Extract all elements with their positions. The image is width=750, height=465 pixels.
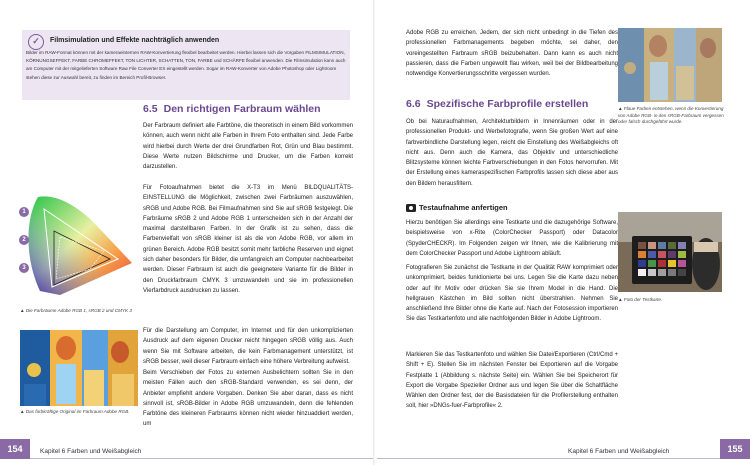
section-title: Den richtigen Farbraum wählen [163, 103, 321, 115]
checkmark-icon: ✓ [28, 34, 44, 50]
section-title: Spezifische Farbprofile erstellen [426, 98, 589, 110]
section-heading-6-6 [406, 98, 588, 110]
photo-graphic [618, 212, 722, 292]
paragraph: Für die Darstellung am Computer, im Internet und für den unkomplizierten Ausdruck auf dem eigenen Drucker reicht hingegen sRGB völlig aus. Auch wenn Sie mit Software arbeiten, die kein Farbmanagement unterstützt, ist sRGB besser, weil dieser Farbraum einfach eine höhere Verbreitung aufweist. [143, 328, 353, 365]
paragraph: Beim Verschieben der Fotos zu externen Ausbelichtern sollten Sie in den meisten Fällen auch den sRGB-Standard verwenden, es sei denn, der Anbieter empfiehlt andere Vorgaben. Denken Sie aber daran, dass es nicht sinnvoll ist, sRGB-Bilder in Adobe RGB umzuwandeln, denn die fehlenden Farbtöne des kleineren Farbraums können nicht wieder hinzuaddiert werden, um [143, 370, 353, 428]
footer-rule [30, 458, 373, 459]
figure-caption: ▲ Flaue Farben entstehen, wenn die Konvertierung von Adobe RGB- in den sRGB-Farbraum vergessen oder falsch durchgeführt wurde. [618, 106, 724, 124]
section-number: 6.6 [406, 98, 421, 110]
section-number: 6.5 [143, 103, 158, 115]
paragraph: Für Fotoaufnahmen bietet die X-T3 im Menü BILDQUALITÄTS-EINSTELLUNG die Möglichkeit, zwischen zwei Farbräumen auszuwählen, sRGB und Adobe RGB. Bei Filmaufnahmen sind Sie auf sRGB festgelegt. Die Farbräume sRGB 2 und Adobe RGB 1 unterscheiden sich in der Anzahl der maximal darstellbaren Farben. In der Grafik ist zu sehen, dass die Farbenvielfalt von sRGB kleiner ist als die von Adobe RGB, vor allem im grünen Bereich. Adobe RGB besitzt somit mehr farbliche Reserven und eignet sich daher besonders für Bilder, die umfangreich am Computer nachbearbeitet werden. Dieser Farbraum ist auch die geeignetere Variante für die Bilder in den Druckfarbraum CMYK 3 umzuwandeln und sie im professionellen Vierfarbdruck ausdrucken zu lassen. [143, 185, 353, 294]
ornate-building-photo-faded [618, 28, 722, 102]
color-gamut-diagram [20, 187, 138, 301]
subheading: Testaufnahme anfertigen [406, 203, 508, 212]
figure-caption: ▲ Foto der Testkarte. [618, 297, 663, 302]
running-footer: Kapitel 6 Farben und Weißabgleich [568, 448, 670, 455]
paragraph: Hierzu benötigen Sie allerdings eine Testkarte und die dazugehörige Software, beispielsweise von x-Rite (ColorChecker Passport) oder Datacolor (SpyderCHECKR). Im Folgenden zeigen wir Ihnen, wie die Kalibrierung mit dem ColorChecker Passport und Adobe Lightroom abläuft. [406, 220, 618, 257]
paragraph: Der Farbraum definiert alle Farbtöne, die theoretisch in einem Bild vorkommen können, auch wenn nicht alle Farben in Ihrem Foto enthalten sind. Jede Farbe wird hierbei durch Werte der drei Grundfarben Rot, Grün und Blau bestimmt. Diese Werte nutzen Bildschirme und Drucker, um die Farben korrekt darzustellen. [143, 123, 353, 171]
photo-graphic [618, 28, 722, 102]
caption-triangle-icon: ▲ [618, 106, 624, 111]
tip-title: Filmsimulation und Effekte nachträglich anwenden [50, 37, 220, 44]
figure-caption: ▲ Das farbkräftige Original im Farbraum Adobe RGB. [20, 409, 130, 414]
page-number: 154 [0, 439, 30, 459]
figure-caption: ▲ Die Farbräume Adobe RGB 1, sRGB 2 und CMYK 3 [20, 308, 132, 313]
caption-triangle-icon: ▲ [20, 308, 26, 313]
page-number: 155 [720, 439, 750, 459]
caption-triangle-icon: ▲ [20, 409, 26, 414]
paragraph: Markieren Sie das Testkartenfoto und wählen Sie Datei/Exportieren (Ctrl/Cmd + Shift + E). Stellen Sie im nächsten Fenster bei Exportieren auf die Vorgabe Festplatte 1 (Abbildung s. nächste Seite) ein. Wählen Sie bei Speicherort für Export die Vorgabe Spezieller Ordner aus und legen Sie über die Schaltfläche Wählen den Ordner fest, der die Basisdateien für die Profilerstellung enthalten soll, hier »DNGs-fuer-Farbprofile« 2. [406, 352, 618, 410]
caption-triangle-icon: ▲ [618, 297, 624, 302]
color-checker-photo [618, 212, 722, 292]
paragraph: Adobe RGB zu erreichen. Jedem, der sich nicht unbedingt in die Tiefen des professionellen Farbmanagements begeben möchte, sei daher, den voreingestellten Farbraum sRGB beizubehalten. Dann kann es auch nicht passieren, dass die Farben ungewollt flau wirken, weil bei der Bildbearbeitung notwendige Konvertierungsschritte vergessen wurden. [406, 30, 618, 78]
gamut-label-3: 3 [19, 263, 29, 273]
running-footer: Kapitel 6 Farben und Weißabgleich [40, 448, 142, 455]
paragraph: Ob bei Naturaufnahmen, Architekturbildern in Innenräumen oder in der professionellen Produkt- und Werbefotografie, wenn Sie großen Wert auf eine farbverbindliche Darstellung legen, reicht die Einstellung des Weißabgleichs oft nicht aus. Denn auch die Kamera, das Objektiv und unterschiedliche Blitzsysteme können leichte Farbverschiebungen in den Fotos hervorrufen. Mit der Erstellung eines kameraspezifischen Farbprofils lassen sich diese aber aus den Bildern herausfiltern. [406, 119, 618, 187]
gamut-label-1: 1 [19, 207, 29, 217]
footer-rule [377, 458, 720, 459]
photo-graphic [20, 330, 138, 406]
right-page [375, 0, 750, 465]
ornate-building-photo-vivid [20, 330, 138, 406]
tip-body: Bilder im RAW-Format können mit der kameraeinternen RAW-Konvertierung flexibel bearbeitet werden. Hierbei lassen sich die Vorgaben FILMSIMULATION, KÖRNUNGSEFFEKT, FARBE CHROMEFFEKT, TON LICHTER, SCHATTEN, TON, FARBE und SCHÄRFE flexibel anwenden. Die Filmsimulation kann auch am Computer mit der mitgelieferten Software Raw File Converter EX eingestellt werden. Sogar im RAW-Konverter von Adobe Photoshop oder Lightroom stehen diese zur Auswahl bereit, zu finden im Bereich Profil-Browser. [26, 50, 346, 80]
camera-icon [406, 204, 416, 212]
gamut-label-2: 2 [19, 235, 29, 245]
section-heading-6-5 [143, 103, 321, 115]
paragraph: Fotografieren Sie zunächst die Testkarte in der Qualität RAW komprimiert oder unkomprimiert, beides funktionierte bei uns. Legen Sie die Karte dazu neben oder auf Ihr Motiv oder drücken Sie sie Ihrem Model in die Hand. Die hellgrauen Kästchen im Bild sollten nicht überstrahlen. Nehmen Sie anschließend Ihre Bilder ohne die Karte auf. Nach der Fotosession importieren Sie das Testkartenfoto und alle nachfolgenden Bilder in Adobe Lightroom. [406, 265, 618, 323]
tip-box [22, 30, 350, 100]
